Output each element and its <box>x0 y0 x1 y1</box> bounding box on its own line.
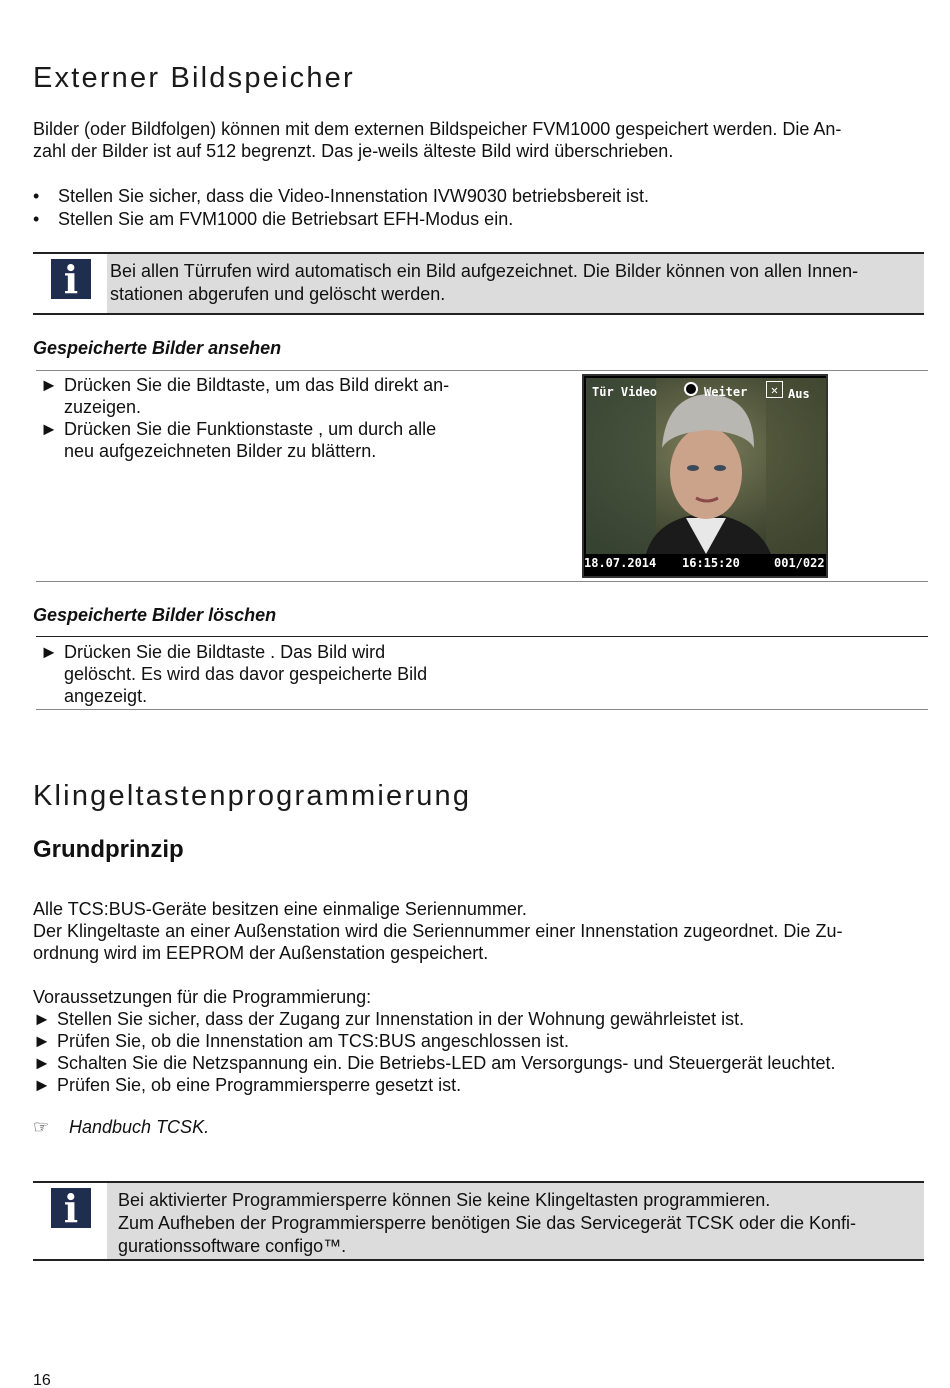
prereq-text: Prüfen Sie, ob die Innenstation am TCS:BUS angeschlossen ist. <box>57 1031 569 1051</box>
intro-paragraph <box>33 118 841 162</box>
heading-bilder-ansehen: Gespeicherte Bilder ansehen <box>33 338 282 358</box>
list-item: • Stellen Sie am FVM1000 die Betriebsart EFH-Modus ein. <box>33 209 514 229</box>
osd-counter: 001/022 <box>774 556 825 570</box>
divider <box>36 581 928 582</box>
list-item <box>40 641 427 707</box>
list-item <box>33 1052 835 1074</box>
info-line-2: stationen abgerufen und gelöscht werden. <box>110 284 446 304</box>
info-icon: i <box>51 259 91 299</box>
info-box-bottom-rule <box>33 1259 924 1261</box>
prereq-text: Prüfen Sie, ob eine Programmiersperre gesetzt ist. <box>57 1075 462 1095</box>
bullet-text: Stellen Sie sicher, dass die Video-Innenstation IVW9030 betriebsbereit ist. <box>58 186 650 206</box>
prereq-text: Stellen Sie sicher, dass der Zugang zur Innenstation in der Wohnung gewährleistet ist. <box>57 1009 745 1029</box>
list-item <box>40 418 436 462</box>
info-box-2 <box>107 1183 924 1259</box>
prereq-text: Schalten Sie die Netzspannung ein. Die Betriebs-LED am Versorgungs- und Steuergerät leuchtet. <box>57 1053 836 1073</box>
arrow-right-icon: ► <box>40 375 58 395</box>
list-item <box>33 1008 835 1030</box>
osd-label-weiter: Weiter <box>704 385 748 399</box>
arrow-right-icon: ► <box>33 1075 51 1095</box>
page-number: 16 <box>33 1372 51 1388</box>
arrow-right-icon: ► <box>33 1009 51 1029</box>
step-text: Drücken Sie die Bildtaste, um das Bild direkt an- <box>64 375 450 395</box>
section-title-klingeltastenprogrammierung: Klingeltastenprogrammierung <box>33 780 472 812</box>
paragraph-line: Der Klingeltaste an einer Außenstation wird die Seriennummer einer Innenstation zugeordnet. Die Zu- <box>33 921 843 941</box>
prereq-label: Voraussetzungen für die Programmierung: <box>33 987 372 1007</box>
step-text: Drücken Sie die Funktionstaste , um durch alle <box>64 419 437 439</box>
section-title-externer-bildspeicher: Externer Bildspeicher <box>33 62 355 94</box>
step-text: zuzeigen. <box>64 397 142 417</box>
pointing-hand-icon: ☞ <box>33 1117 50 1137</box>
divider <box>36 370 928 371</box>
info-icon: i <box>51 1188 91 1228</box>
speaker-mute-icon: ✕ <box>766 381 783 398</box>
info-box-bottom-rule <box>33 313 924 315</box>
arrow-right-icon: ► <box>33 1053 51 1073</box>
circle-button-icon <box>684 382 698 396</box>
intro-line-2: zahl der Bilder ist auf 512 begrenzt. Das je-weils älteste Bild wird überschrieben. <box>33 141 674 161</box>
display-screenshot <box>582 374 828 578</box>
person-photo <box>586 378 826 554</box>
list-item: • Stellen Sie sicher, dass die Video-Innenstation IVW9030 betriebsbereit ist. <box>33 186 650 206</box>
bullet-text: Stellen Sie am FVM1000 die Betriebsart EFH-Modus ein. <box>58 209 514 229</box>
step-text: angezeigt. <box>64 686 148 706</box>
arrow-right-icon: ► <box>40 642 58 662</box>
osd-label-tuer-video: Tür Video <box>592 385 658 399</box>
arrow-right-icon: ► <box>40 419 58 439</box>
divider <box>36 709 928 710</box>
heading-bilder-loeschen: Gespeicherte Bilder löschen <box>33 605 277 625</box>
info-line: Bei aktivierter Programmiersperre können Sie keine Klingeltasten programmieren. <box>118 1190 771 1210</box>
reference <box>33 1116 209 1138</box>
info-line-1: Bei allen Türrufen wird automatisch ein Bild aufgezeichnet. Die Bilder können von allen Innen- <box>110 261 859 281</box>
paragraph <box>33 898 842 964</box>
paragraph-line: Alle TCS:BUS-Geräte besitzen eine einmalige Seriennummer. <box>33 899 527 919</box>
step-text: Drücken Sie die Bildtaste . Das Bild wird <box>64 642 386 662</box>
info-line: gurationssoftware configo™. <box>118 1236 347 1256</box>
osd-time: 16:15:20 <box>682 556 740 570</box>
divider <box>36 636 928 637</box>
subtitle-grundprinzip: Grundprinzip <box>33 836 184 863</box>
step-text: neu aufgezeichneten Bilder zu blättern. <box>64 441 377 461</box>
osd-date: 18.07.2014 <box>584 556 657 570</box>
info-box-1 <box>107 254 924 313</box>
paragraph-line: ordnung wird im EEPROM der Außenstation gespeichert. <box>33 943 489 963</box>
osd-label-aus: Aus <box>788 387 810 401</box>
list-item <box>33 1030 835 1052</box>
list-item <box>33 1074 835 1096</box>
info-line: Zum Aufheben der Programmiersperre benötigen Sie das Servicegerät TCSK oder die Konfi- <box>118 1213 857 1233</box>
bullet-list <box>33 185 649 231</box>
camera-image <box>586 378 826 554</box>
arrow-right-icon: ► <box>33 1031 51 1051</box>
prerequisites <box>33 986 835 1096</box>
step-text: gelöscht. Es wird das davor gespeicherte Bild <box>64 664 428 684</box>
intro-line-1: Bilder (oder Bildfolgen) können mit dem externen Bildspeicher FVM1000 gespeichert werden. Die An- <box>33 119 842 139</box>
reference-text: Handbuch TCSK. <box>69 1117 210 1137</box>
list-item <box>40 374 449 418</box>
